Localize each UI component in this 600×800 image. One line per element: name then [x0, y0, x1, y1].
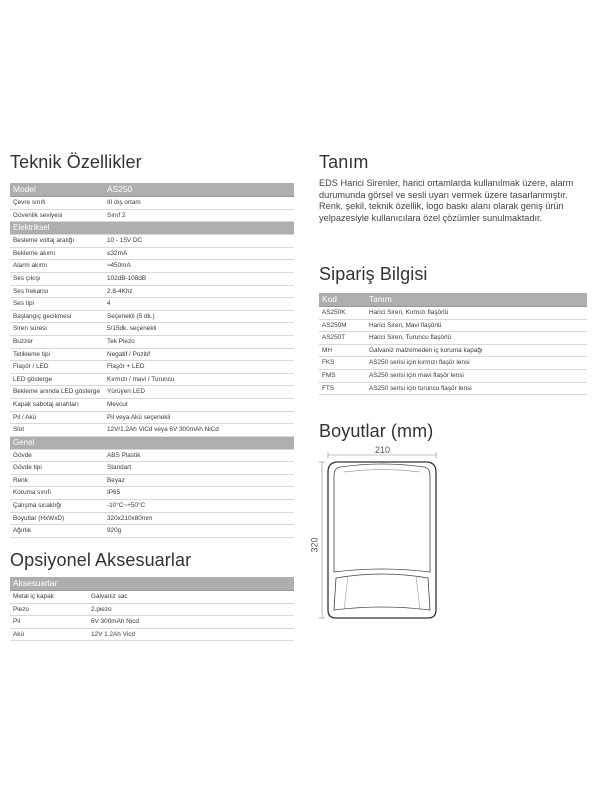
- spec-row-value: Kırmızı / mavi / Turuncu: [104, 373, 294, 386]
- spec-row: [10, 512, 294, 525]
- section-electrical-label: Elektriksel: [10, 222, 294, 235]
- spec-row: [10, 373, 294, 386]
- accessory-row: [10, 616, 294, 629]
- spec-row-label: Buzzer: [10, 335, 104, 348]
- spec-row-label: Kapak sabotaj anahtarı: [10, 398, 104, 411]
- order-row: [319, 357, 587, 370]
- accessory-row-label: Akü: [10, 628, 88, 641]
- spec-row-value: ABS Plastik: [104, 449, 294, 462]
- order-row-value: Harici Siren, Mavi flaşörlü: [366, 319, 587, 332]
- spec-row-value: 2.8-4Khz: [104, 285, 294, 298]
- siren-dimension-drawing: [318, 452, 446, 622]
- spec-row: [10, 260, 294, 273]
- order-row-label: AS250T: [319, 332, 366, 345]
- spec-row: [10, 348, 294, 361]
- spec-row-value: -10°C~+50°C: [104, 500, 294, 513]
- order-row-value: AS250 serisi için mavi flaşör lensi: [366, 369, 587, 382]
- spec-row: [10, 335, 294, 348]
- siren-lens-outline: [334, 574, 430, 610]
- spec-row-value: IP65: [104, 487, 294, 500]
- order-row-value: Harici Siren, Kırmızı flaşörlü: [366, 307, 587, 320]
- spec-row-value: 920g: [104, 525, 294, 538]
- order-row: [319, 319, 587, 332]
- accessory-row-label: Metal iç kapak: [10, 591, 88, 604]
- order-header-row-label: Kod: [319, 293, 366, 307]
- accessories-table: [10, 577, 294, 641]
- accessory-row-value: 12V 1.2Ah Vicd: [88, 628, 294, 641]
- spec-row: [10, 272, 294, 285]
- spec-row-value: Sınıf 2: [104, 209, 294, 222]
- spec-row-value: Flaşör + LED: [104, 361, 294, 374]
- spec-row-label: Bekleme akımı: [10, 247, 104, 260]
- siren-cover-outline: [334, 464, 430, 572]
- spec-row-value: 102dB-108dB: [104, 272, 294, 285]
- spec-row: [10, 462, 294, 475]
- spec-row-value: 10 - 15V DC: [104, 235, 294, 248]
- section-accessories: [10, 577, 294, 591]
- order-row: [319, 332, 587, 345]
- spec-row: [10, 474, 294, 487]
- spec-row-label: Başlangıç gecikmesi: [10, 310, 104, 323]
- section-general-label: Genel: [10, 436, 294, 449]
- order-row-value: AS250 serisi için turuncu flaşör lensi: [366, 382, 587, 395]
- order-row: [319, 369, 587, 382]
- specs-header-row-value: AS250: [104, 183, 294, 197]
- order-row-label: AS250M: [319, 319, 366, 332]
- spec-row-value: Yürüyen LED: [104, 386, 294, 399]
- spec-row: [10, 298, 294, 311]
- spec-row-label: Bekleme anında LED gösterge: [10, 386, 104, 399]
- spec-row: [10, 398, 294, 411]
- order-row-value: Galvaniz malzemeden iç koruma kapağı: [366, 344, 587, 357]
- description-text: EDS Harici Sirenler, harici ortamlarda kullanılmak üzere, alarm durumunda görsel ve sesli uyarı vermek üzere tasarlanmıştır. Renk, şekil, teknik özellik, logo baskı alanı olarak geniş ürün yelpazesiyle kullanıcılara özel çözümler sunulmaktadır.: [319, 178, 574, 223]
- accessory-row: [10, 591, 294, 604]
- spec-row-value: Pil veya Akü seçenekli: [104, 411, 294, 424]
- dimension-height-label: 320: [309, 537, 320, 553]
- heading-specs: Teknik Özellikler: [10, 152, 142, 172]
- spec-row: [10, 361, 294, 374]
- heading-order-info: Sipariş Bilgisi: [319, 264, 428, 284]
- heading-description: Tanım: [319, 152, 369, 172]
- accessory-row-label: Piezo: [10, 603, 88, 616]
- order-row-label: MH: [319, 344, 366, 357]
- section-electrical: [10, 222, 294, 235]
- specs-table: [10, 183, 294, 538]
- spec-row-label: Pil / Akü: [10, 411, 104, 424]
- accessory-row: [10, 603, 294, 616]
- spec-row: [10, 525, 294, 538]
- order-row-label: FTS: [319, 382, 366, 395]
- spec-row: [10, 386, 294, 399]
- order-table: [319, 293, 587, 395]
- spec-row: [10, 209, 294, 222]
- spec-row-label: Ses frekansı: [10, 285, 104, 298]
- accessory-row-value: 2.piezo: [88, 603, 294, 616]
- spec-row: [10, 247, 294, 260]
- specs-header-row: [10, 183, 294, 197]
- spec-row-label: Ses çıkışı: [10, 272, 104, 285]
- order-header-row-value: Tanım: [366, 293, 587, 307]
- spec-row: [10, 500, 294, 513]
- order-row-label: FMS: [319, 369, 366, 382]
- spec-row-value: Beyaz: [104, 474, 294, 487]
- accessory-row-label: Pil: [10, 616, 88, 629]
- accessory-row-value: Galvaniz sac: [88, 591, 294, 604]
- spec-row-label: Besleme voltaj aralığı: [10, 235, 104, 248]
- spec-row-value: ≈450mA: [104, 260, 294, 273]
- spec-row: [10, 310, 294, 323]
- spec-row-label: Siren süresi: [10, 323, 104, 336]
- spec-row-label: Gövde: [10, 449, 104, 462]
- section-general: [10, 436, 294, 449]
- spec-row: [10, 285, 294, 298]
- spec-row-value: 4: [104, 298, 294, 311]
- accessory-row: [10, 628, 294, 641]
- spec-row-label: Boyutlar (HxWxD): [10, 512, 104, 525]
- spec-row-value: ≤32mA: [104, 247, 294, 260]
- spec-row-value: III dış ortam: [104, 197, 294, 210]
- order-row-value: Harici Siren, Turuncu flaşörlü: [366, 332, 587, 345]
- spec-row: [10, 424, 294, 437]
- spec-row: [10, 411, 294, 424]
- spec-row-label: Gövde tipi: [10, 462, 104, 475]
- spec-row-label: Ağırlık: [10, 525, 104, 538]
- spec-row-label: Flaşör / LED: [10, 361, 104, 374]
- spec-row-label: Ses tipi: [10, 298, 104, 311]
- spec-row-label: Renk: [10, 474, 104, 487]
- order-row: [319, 307, 587, 320]
- spec-row: [10, 323, 294, 336]
- spec-row-value: Tek Piezo: [104, 335, 294, 348]
- section-accessories-label: Aksesuarlar: [10, 577, 294, 591]
- spec-row-label: Çevre sınıfı: [10, 197, 104, 210]
- spec-row-value: Seçenekli (5 dk.): [104, 310, 294, 323]
- spec-row-label: Tetikleme tipi: [10, 348, 104, 361]
- spec-row-label: Alarm akımı: [10, 260, 104, 273]
- order-row-label: FKS: [319, 357, 366, 370]
- siren-body-outline: [328, 462, 436, 618]
- spec-row-value: 320x210x80mm: [104, 512, 294, 525]
- order-row-label: AS250K: [319, 307, 366, 320]
- spec-row-value: Mevcut: [104, 398, 294, 411]
- spec-row: [10, 487, 294, 500]
- order-row-value: AS250 serisi için kırmızı flaşör lensi: [366, 357, 587, 370]
- spec-row-value: 12V/1.2Ah ViCd veya 6V 300mAh NiCd: [104, 424, 294, 437]
- spec-row-value: Standart: [104, 462, 294, 475]
- order-header-row: [319, 293, 587, 307]
- spec-row: [10, 449, 294, 462]
- spec-row: [10, 235, 294, 248]
- order-row: [319, 382, 587, 395]
- spec-row-label: LED gösterge: [10, 373, 104, 386]
- order-row: [319, 344, 587, 357]
- spec-row-value: 5/15dk. seçenekli: [104, 323, 294, 336]
- accessory-row-value: 6V 300mAh Nicd: [88, 616, 294, 629]
- spec-row-label: Güvenlik seviyesi: [10, 209, 104, 222]
- spec-row-label: Slot: [10, 424, 104, 437]
- dimension-width-label: 210: [375, 445, 391, 455]
- spec-row: [10, 197, 294, 210]
- spec-row-label: Koruma sınıfı: [10, 487, 104, 500]
- heading-dimensions: Boyutlar (mm): [319, 421, 434, 441]
- spec-row-value: Negatif / Pozitif: [104, 348, 294, 361]
- spec-row-label: Çalışma sıcaklığı: [10, 500, 104, 513]
- specs-header-row-label: Model: [10, 183, 104, 197]
- heading-accessories: Opsiyonel Aksesuarlar: [10, 550, 192, 570]
